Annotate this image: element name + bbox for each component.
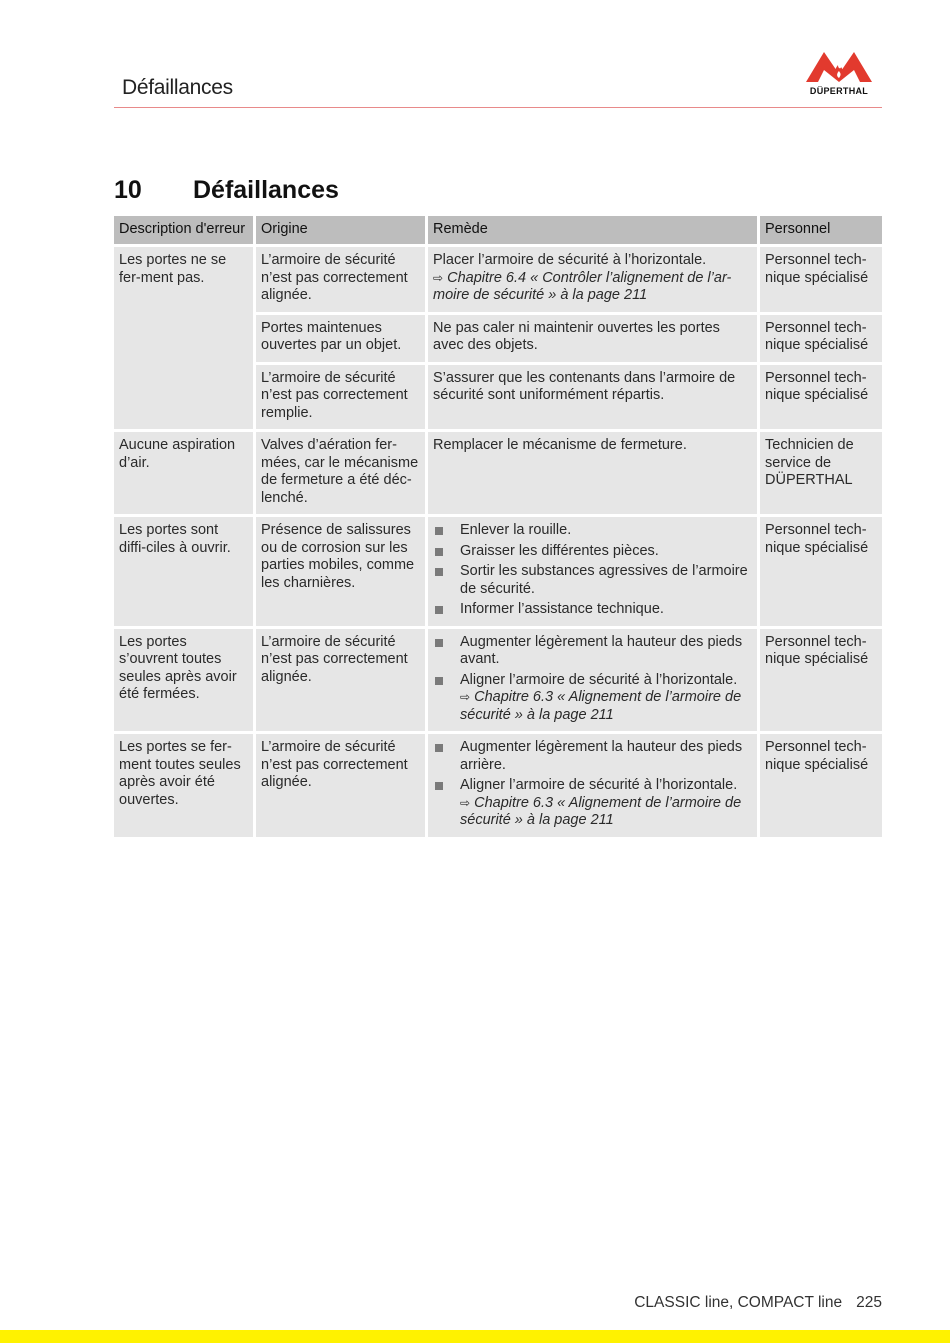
remedy-cell: Ne pas caler ni maintenir ouvertes les portes avec des objets. <box>428 315 757 362</box>
table-row <box>114 432 882 514</box>
footer-product-line: CLASSIC line, COMPACT line <box>634 1294 843 1311</box>
fault-table <box>111 213 885 840</box>
bullet-square-icon <box>435 527 443 535</box>
remedy-list <box>433 739 752 830</box>
error-cell: Les portes ne se fer-ment pas. <box>114 247 253 429</box>
cause-cell: Valves d’aération fer-mées, car le mécanisme de fermeture a été déc-lenché. <box>256 432 425 514</box>
flame-logo-icon <box>804 50 874 84</box>
cause-cell: L’armoire de sécurité n’est pas correctement alignée. <box>256 734 425 837</box>
table-row <box>114 517 882 626</box>
bullet-square-icon <box>435 782 443 790</box>
arrow-right-icon: ⇨ <box>460 795 471 810</box>
column-header-staff: Personnel <box>760 216 882 244</box>
table-row <box>114 247 882 312</box>
remedy-cell <box>428 734 757 837</box>
table-header-row <box>114 216 882 244</box>
list-item: Aligner l’armoire de sécurité à l’horizontale. ⇨ Chapitre 6.3 « Alignement de l’armoire de sécurité » à la page 211 <box>433 777 752 830</box>
table-row <box>114 734 882 837</box>
staff-cell: Personnel tech-nique spécialisé <box>760 315 882 362</box>
arrow-right-icon: ⇨ <box>433 270 444 285</box>
page-number: 225 <box>856 1294 882 1311</box>
cause-cell: Portes maintenues ouvertes par un objet. <box>256 315 425 362</box>
staff-cell: Personnel tech-nique spécialisé <box>760 629 882 732</box>
list-item: Augmenter légèrement la hauteur des pieds arrière. <box>433 739 752 774</box>
column-header-error: Description d'erreur <box>114 216 253 244</box>
error-cell: Les portes s’ouvrent toutes seules après avoir été fermées. <box>114 629 253 732</box>
bullet-square-icon <box>435 568 443 576</box>
column-header-cause: Origine <box>256 216 425 244</box>
list-item: Augmenter légèrement la hauteur des pieds avant. <box>433 634 752 669</box>
bullet-square-icon <box>435 677 443 685</box>
chapter-title: Défaillances <box>193 176 339 204</box>
remedy-cell: Remplacer le mécanisme de fermeture. <box>428 432 757 514</box>
chapter-number: 10 <box>114 176 142 204</box>
header-title: Défaillances <box>122 76 233 99</box>
staff-cell: Personnel tech-nique spécialisé <box>760 517 882 626</box>
cause-cell: L’armoire de sécurité n’est pas correctement alignée. <box>256 629 425 732</box>
header-divider <box>114 107 882 108</box>
duperthal-logo <box>804 50 874 100</box>
bullet-square-icon <box>435 548 443 556</box>
footer-color-bar <box>0 1330 950 1343</box>
list-item: Enlever la rouille. <box>433 522 752 540</box>
list-item: Aligner l’armoire de sécurité à l’horizontale. ⇨ Chapitre 6.3 « Alignement de l’armoire de sécurité » à la page 211 <box>433 672 752 725</box>
logo-text: DÜPERTHAL <box>809 86 869 96</box>
list-item: Graisser les différentes pièces. <box>433 543 752 561</box>
staff-cell: Personnel tech-nique spécialisé <box>760 247 882 312</box>
bullet-square-icon <box>435 639 443 647</box>
list-item: Sortir les substances agressives de l’armoire de sécurité. <box>433 563 752 598</box>
staff-cell: Personnel tech-nique spécialisé <box>760 734 882 837</box>
error-cell: Les portes sont diffi-ciles à ouvrir. <box>114 517 253 626</box>
remedy-cell <box>428 247 757 312</box>
bullet-square-icon <box>435 744 443 752</box>
error-cell: Les portes se fer-ment toutes seules après avoir été ouvertes. <box>114 734 253 837</box>
chapter-reference-link[interactable]: ⇨ Chapitre 6.3 « Alignement de l’armoire de sécurité » à la page 211 <box>460 689 742 723</box>
error-cell: Aucune aspiration d’air. <box>114 432 253 514</box>
remedy-list <box>433 522 752 619</box>
remedy-cell <box>428 629 757 732</box>
remedy-cell: S’assurer que les contenants dans l’armoire de sécurité sont uniformément répartis. <box>428 365 757 430</box>
remedy-cell <box>428 517 757 626</box>
staff-cell: Technicien de service de DÜPERTHAL <box>760 432 882 514</box>
chapter-reference-link[interactable]: ⇨ Chapitre 6.4 « Contrôler l’alignement de l’ar-moire de sécurité » à la page 211 <box>433 269 732 303</box>
cause-cell: Présence de salissures ou de corrosion sur les parties mobiles, comme les charnières. <box>256 517 425 626</box>
bullet-square-icon <box>435 606 443 614</box>
cause-cell: L’armoire de sécurité n’est pas correctement remplie. <box>256 365 425 430</box>
remedy-list <box>433 634 752 725</box>
remedy-text: Placer l’armoire de sécurité à l’horizontale. <box>433 252 707 268</box>
chapter-heading <box>114 176 339 205</box>
staff-cell: Personnel tech-nique spécialisé <box>760 365 882 430</box>
table-row <box>114 629 882 732</box>
page-footer <box>634 1294 882 1312</box>
arrow-right-icon: ⇨ <box>460 690 471 704</box>
column-header-remedy: Remède <box>428 216 757 244</box>
list-item: Informer l’assistance technique. <box>433 601 752 619</box>
chapter-reference-link[interactable]: ⇨ Chapitre 6.3 « Alignement de l’armoire de sécurité » à la page 211 <box>460 794 742 828</box>
cause-cell: L’armoire de sécurité n’est pas correctement alignée. <box>256 247 425 312</box>
